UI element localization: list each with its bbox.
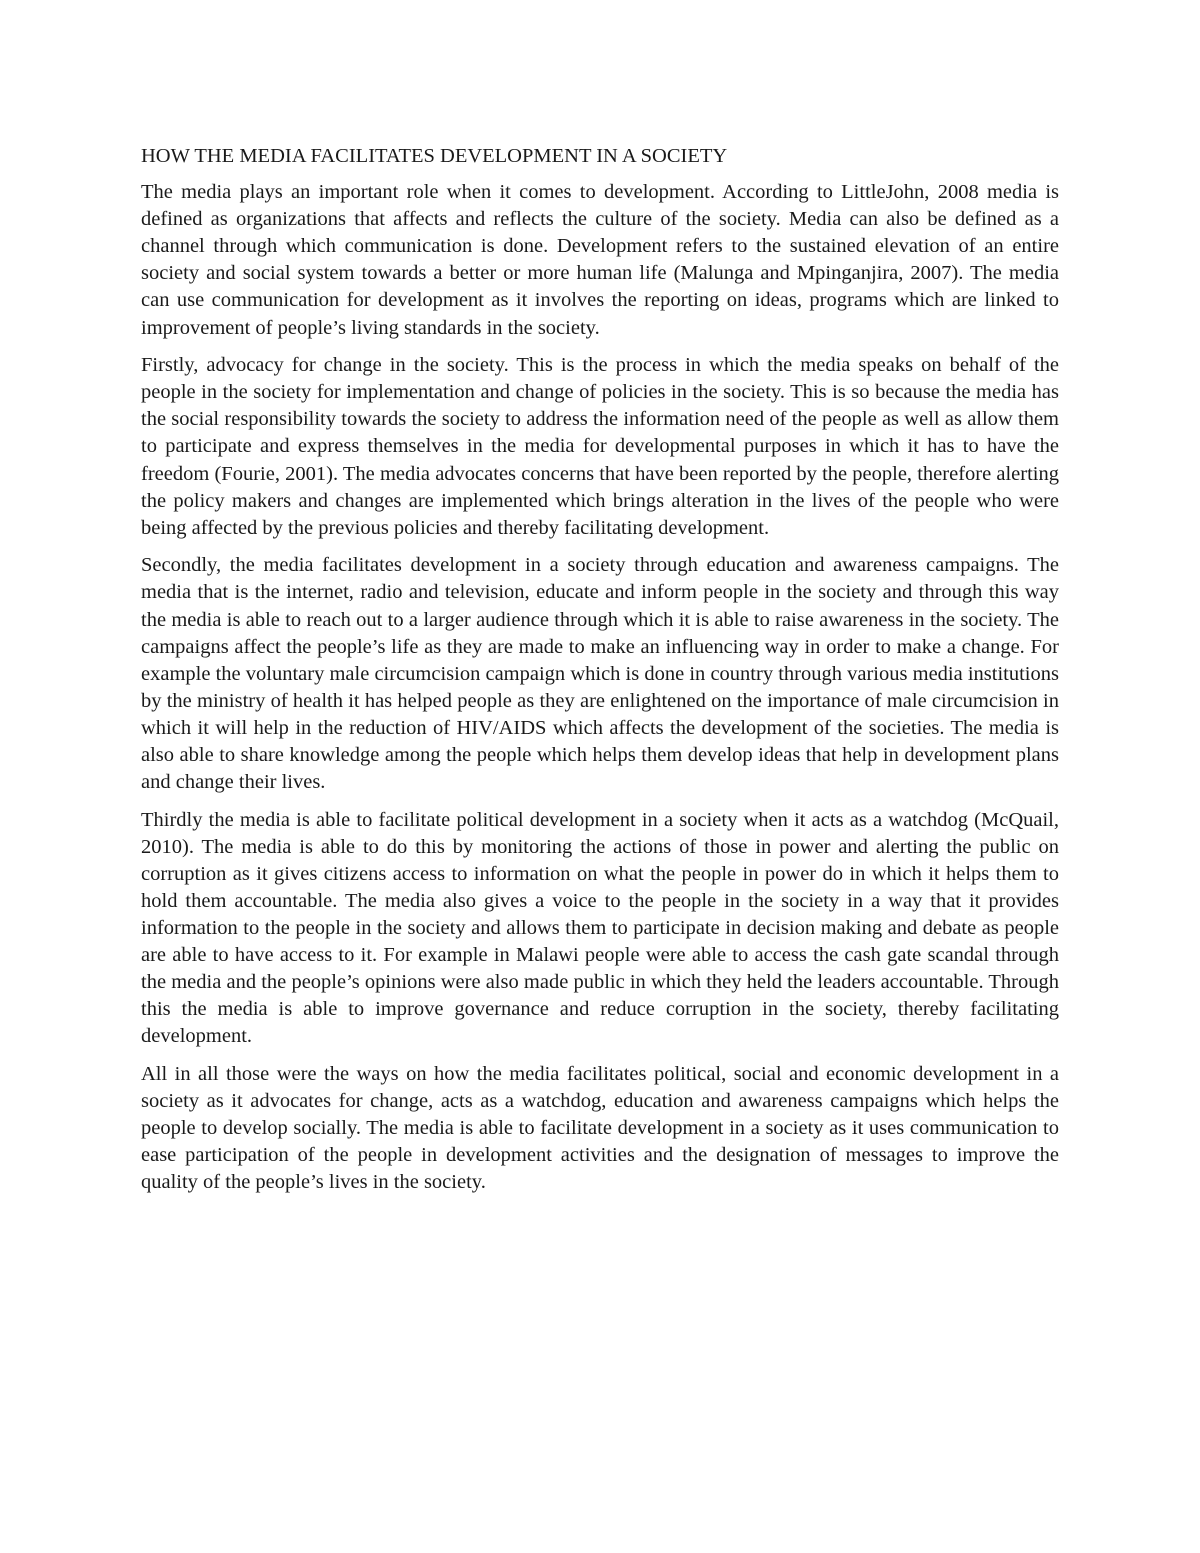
document-title: HOW THE MEDIA FACILITATES DEVELOPMENT IN A SOCIETY xyxy=(141,145,728,167)
paragraph-conclusion: All in all those were the ways on how the media facilitates political, social and economic development in a society as it advocates for change, acts as a watchdog, education and awareness campaigns which helps the people to develop socially. The media is able to facilitate development in a society as it uses communication to ease participation of the people in development activities and the designation of messages to improve the quality of the people’s lives in the society. xyxy=(141,1063,1059,1194)
paragraph-introduction: The media plays an important role when it comes to development. According to LittleJohn, 2008 media is defined as organizations that affects and reflects the culture of the society. Media can also be defined as a channel through which communication is done. Development refers to the sustained elevation of an entire society and social system towards a better or more human life (Malunga and Mpinganjira, 2007). The media can use communication for development as it involves the reporting on ideas, programs which are linked to improvement of people’s living standards in the society. xyxy=(141,181,1059,339)
document-body xyxy=(141,143,1059,1207)
paragraph-education-awareness: Secondly, the media facilitates development in a society through education and awareness campaigns. The media that is the internet, radio and television, educate and inform people in the society and through this way the media is able to reach out to a larger audience through which it is able to raise awareness in the society. The campaigns affect the people’s life as they are made to make an influencing way in order to make a change. For example the voluntary male circumcision campaign which is done in country through various media institutions by the ministry of health it has helped people as they are enlightened on the importance of male circumcision in which it will help in the reduction of HIV/AIDS which affects the development of the societies. The media is also able to share knowledge among the people which helps them develop ideas that help in development plans and change their lives. xyxy=(141,554,1059,794)
paragraph-watchdog: Thirdly the media is able to facilitate political development in a society when it acts as a watchdog (McQuail, 2010). The media is able to do this by monitoring the actions of those in power and alerting the public on corruption as it gives citizens access to information on what the people in power do in which it helps them to hold them accountable. The media also gives a voice to the people in the society in a way that it provides information to the people in the society and allows them to participate in decision making and debate as people are able to have access to it. For example in Malawi people were able to access the cash gate scandal through the media and the people’s opinions were also made public in which they held the leaders accountable. Through this the media is able to improve governance and reduce corruption in the society, thereby facilitating development. xyxy=(141,808,1059,1048)
paragraph-advocacy: Firstly, advocacy for change in the society. This is the process in which the media speaks on behalf of the people in the society for implementation and change of policies in the society. This is so because the media has the social responsibility towards the society to address the information need of the people as well as allow them to participate and express themselves in the media for developmental purposes in which it has to have the freedom (Fourie, 2001). The media advocates concerns that have been reported by the people, therefore alerting the policy makers and changes are implemented which brings alteration in the lives of the people who were being affected by the previous policies and thereby facilitating development. xyxy=(141,354,1059,539)
